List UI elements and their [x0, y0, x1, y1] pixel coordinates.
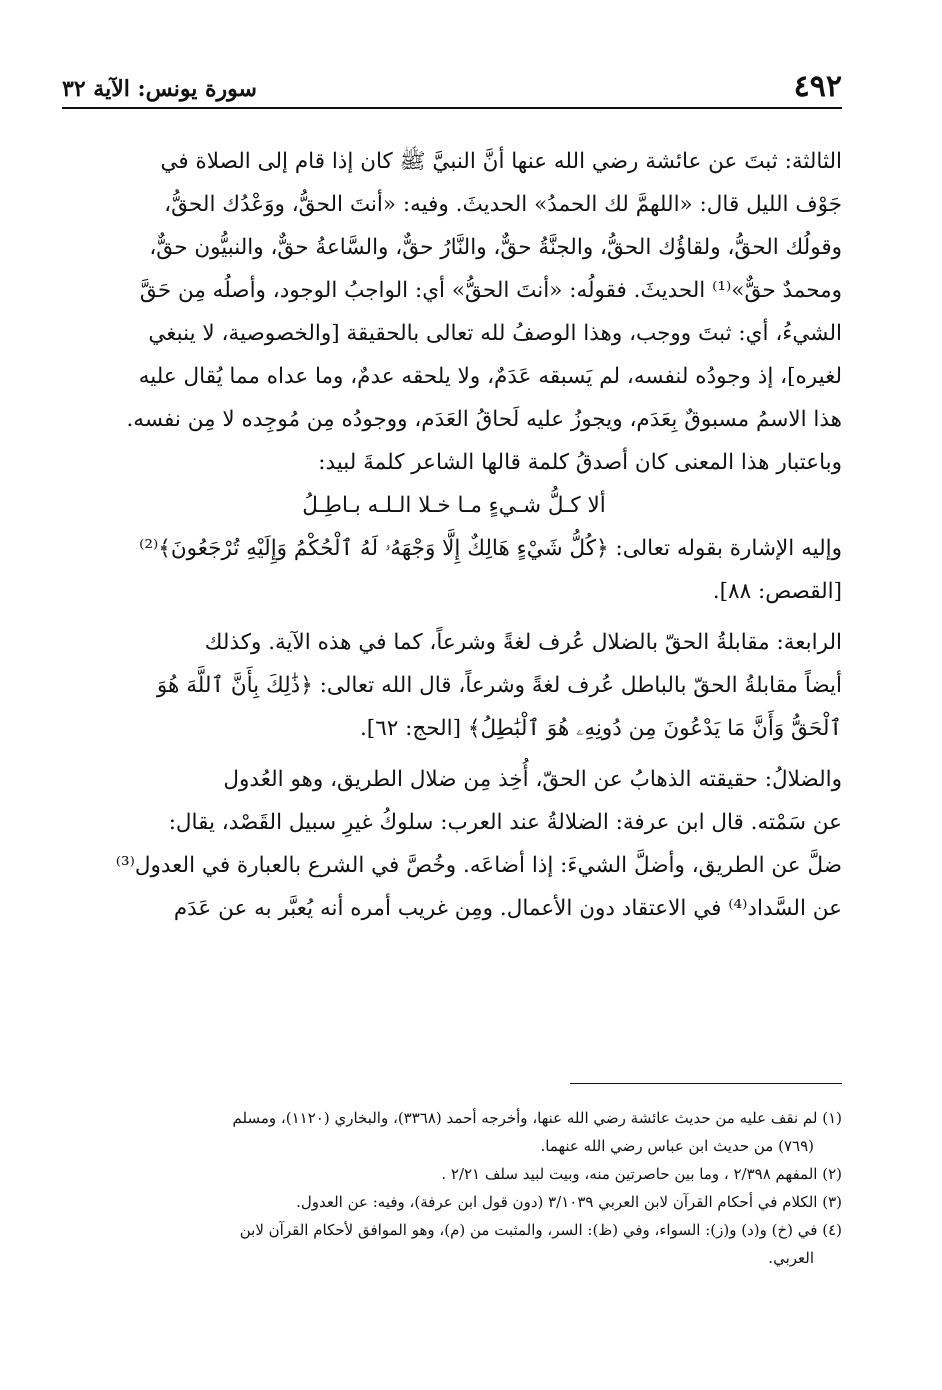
text-line: وقولُك الحقُّ، ولقاؤُك الحقُّ، والجنَّةُ حقٌّ، والنَّارُ حقٌّ، والسَّاعةُ حقٌّ، والنبيُّون حقٌّ،	[149, 235, 842, 260]
text-line: الشيءُ، أي: ثبتَ ووجب، وهذا الوصفُ لله تعالى بالحقيقة [والخصوصية، لا ينبغي	[148, 321, 842, 346]
text-line: عن سَمْته. قال ابن عرفة: الضلالةُ عند العرب: سلوكُ غيرِ سبيل القَصْد، يقال:	[168, 810, 842, 835]
footnote: (٢) المفهم ٢/٣٩٨ ، وما بين حاصرتين منه، وبيت لبيد سلف ٢/٢١ .	[441, 1165, 842, 1183]
footnote-continuation: (٧٦٩) من حديث ابن عباس رضي الله عنهما.	[540, 1137, 814, 1155]
page-number: ٤٩٢	[793, 69, 842, 104]
text-line: ضلَّ عن الطريق، وأضلَّ الشيءَ: إذا أضاعَه. وخُصَّ في الشرع بالعبارة في العدول⁽³⁾	[115, 853, 842, 878]
text-line: لغيره]، إذ وجودُه لنفسه، لم يَسبقه عَدَمٌ، ولا يلحقه عدمٌ، وما عداه مما يُقال عليه	[138, 364, 842, 389]
text-line: أيضاً مقابلةُ الحقّ بالباطل عُرف لغةً وشرعاً، قال الله تعالى: ﴿ذَٰلِكَ بِأَنَّ ٱللَّهَ هُوَ	[156, 673, 842, 698]
text-line: عن السَّداد⁽⁴⁾ في الاعتقاد دون الأعمال. ومِن غريب أمره أنه يُعبَّر به عن عَدَم	[173, 896, 842, 921]
text-line: الثالثة: ثبتَ عن عائشة رضي الله عنها أنَّ النبيَّ ﷺ كان إذا قام إلى الصلاة في	[160, 149, 842, 174]
page-header	[62, 70, 842, 104]
paragraph-gap	[66, 613, 842, 621]
text-line: وباعتبار هذا المعنى كان أصدقُ كلمة قالها الشاعر كلمةَ لبيد:	[318, 450, 842, 475]
footnote: (٤) في (خ) و(د) و(ز): السواء، وفي (ظ): السر، والمثبت من (م)، وهو الموافق لأحكام القرآن لابن	[239, 1221, 842, 1239]
text-line-quran: ٱلْحَقُّ وَأَنَّ مَا يَدْعُونَ مِن دُونِهِۦ هُوَ ٱلْبَٰطِلُ﴾ [الحج: ٦٢].	[359, 716, 842, 741]
footnotes	[66, 1104, 842, 1272]
paragraph-gap	[66, 750, 842, 758]
footnote: (١) لم نقف عليه من حديث عائشة رضي الله عنها، وأخرجه أحمد (٣٣٦٨)، والبخاري (١١٢٠)، ومسلم	[232, 1109, 842, 1127]
running-title: سورة يونس: الآية ٣٢	[62, 76, 257, 102]
text-line: والضلالُ: حقيقته الذهابُ عن الحقّ، أُخِذ مِن ضلال الطريق، وهو العُدول	[223, 767, 842, 792]
footnote: (٣) الكلام في أحكام القرآن لابن العربي ٣/١٠٣٩ (دون قول ابن عرفة)، وفيه: عن العدول.	[296, 1193, 842, 1211]
main-text	[66, 140, 842, 930]
text-line: الرابعة: مقابلةُ الحقّ بالضلال عُرف لغةً وشرعاً، كما في هذه الآية. وكذلك	[204, 630, 842, 655]
text-line: ومحمدٌ حقٌّ»⁽¹⁾ الحديثَ. فقولُه: «أنتَ الحقُّ» أي: الواجبُ الوجود، وأصلُه مِن حَقَّ	[139, 278, 842, 303]
text-line-quran: وإليه الإشارة بقوله تعالى: ﴿كُلُّ شَيْءٍ هَالِكٌ إِلَّا وَجْهَهُۥ لَهُ ٱلْحُكْمُ وَإِلَيْهِ تُرْجَعُونَ﴾⁽²⁾	[139, 536, 842, 561]
poetry-verse: ألا كـلُّ شـيءٍ مـا خـلا الـلـه بـاطِـلُ	[302, 493, 606, 518]
verse-reference: [القصص: ٨٨].	[712, 579, 842, 604]
text-line: جَوْف الليل قال: «اللهمَّ لك الحمدُ» الحديثَ. وفيه: «أنتَ الحقُّ، ووَعْدُك الحقُّ،	[164, 192, 842, 217]
header-divider	[62, 107, 842, 109]
footnote-continuation: العربي.	[768, 1249, 814, 1267]
text-line: هذا الاسمُ مسبوقٌ بِعَدَم، ويجوزُ عليه لَحاقُ العَدَم، ووجودُه مِن مُوجِده لا مِن نفسه.	[126, 407, 842, 432]
footnote-divider	[570, 1083, 842, 1084]
